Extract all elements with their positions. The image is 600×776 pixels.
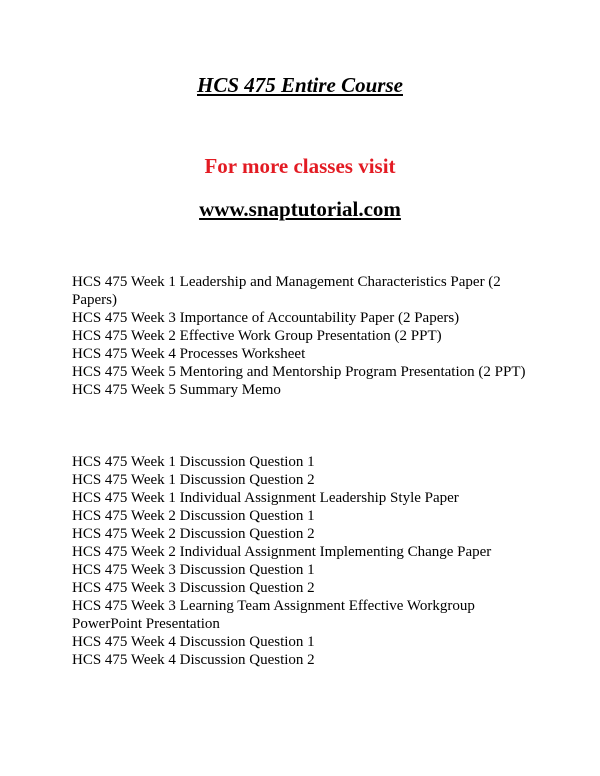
list-item: HCS 475 Week 5 Summary Memo	[72, 382, 281, 398]
course-title: HCS 475 Entire Course	[197, 73, 403, 97]
list-item: HCS 475 Week 3 Learning Team Assignment Effective Workgroup PowerPoint Presentation	[72, 598, 475, 632]
list-item: HCS 475 Week 2 Individual Assignment Implementing Change Paper	[72, 544, 492, 560]
assignment-list	[72, 273, 532, 399]
website-link[interactable]: www.snaptutorial.com	[199, 197, 401, 221]
list-item: HCS 475 Week 2 Discussion Question 1	[72, 508, 315, 524]
list-item: HCS 475 Week 3 Discussion Question 1	[72, 562, 315, 578]
promo-text: For more classes visit	[204, 154, 396, 178]
list-item: HCS 475 Week 4 Discussion Question 1	[72, 634, 315, 650]
list-item: HCS 475 Week 1 Leadership and Management Characteristics Paper (2 Papers)	[72, 274, 501, 308]
list-item: HCS 475 Week 4 Discussion Question 2	[72, 652, 315, 668]
list-item: HCS 475 Week 2 Discussion Question 2	[72, 526, 315, 542]
list-item: HCS 475 Week 3 Discussion Question 2	[72, 580, 315, 596]
list-item: HCS 475 Week 1 Discussion Question 1	[72, 454, 315, 470]
list-item: HCS 475 Week 5 Mentoring and Mentorship Program Presentation (2 PPT)	[72, 364, 526, 380]
list-item: HCS 475 Week 3 Importance of Accountability Paper (2 Papers)	[72, 310, 460, 326]
list-item: HCS 475 Week 4 Processes Worksheet	[72, 346, 306, 362]
list-item: HCS 475 Week 1 Discussion Question 2	[72, 472, 315, 488]
list-item: HCS 475 Week 1 Individual Assignment Leadership Style Paper	[72, 490, 459, 506]
list-item: HCS 475 Week 2 Effective Work Group Presentation (2 PPT)	[72, 328, 442, 344]
discussion-list	[72, 453, 532, 669]
